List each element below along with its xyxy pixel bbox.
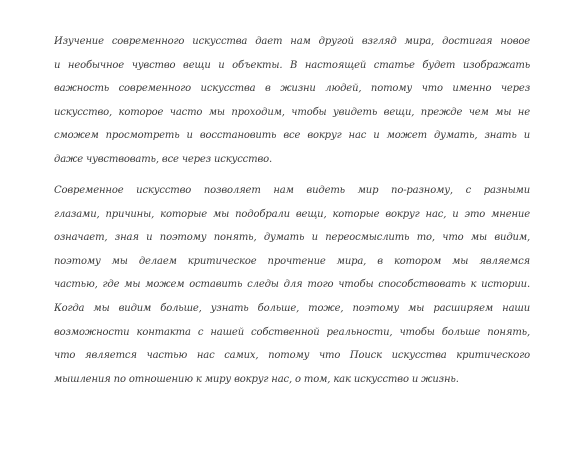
text-line: частью, где мы можем оставить следы для того чтобы способствовать к истории. [54, 279, 530, 291]
text-line: Когда мы видим больше, узнать больше, тоже, поэтому мы расширяем наши [54, 302, 530, 314]
paragraph-1 [54, 30, 530, 172]
text-line: искусство, которое часто мы проходим, чтобы увидеть вещи, прежде чем мы не [54, 106, 530, 118]
text-line: возможности контакта с нашей собственной реальности, чтобы больше понять, [54, 326, 530, 338]
text-line: поэтому мы делаем критическое прочтение мира, в котором мы являемся [54, 255, 530, 267]
text-line: мышления по отношению к миру вокруг нас, о том, как искусство и жизнь. [54, 373, 459, 385]
text-line: Современное искусство позволяет нам видеть мир по-разному, с разными [54, 185, 530, 196]
text-line: что является частью нас самих, потому что Поиск искусства критического [54, 350, 530, 362]
text-line: и необычное чувство вещи и объекты. В настоящей статье будет изображать [54, 59, 530, 71]
text-line: глазами, причины, которые мы подобрали вещи, которые вокруг нас, и это мнение [54, 208, 530, 220]
text-line: Изучение современного искусства дает нам другой взгляд мира, достигая новое [54, 36, 530, 47]
paragraph-2 [54, 179, 530, 391]
text-line: означает, зная и поэтому понять, думать и переосмыслить то, что мы видим, [54, 232, 530, 244]
text-line: даже чувствовать, все через искусство. [54, 153, 273, 165]
text-line: сможем просмотреть и восстановить все вокруг нас и может думать, знать и [54, 130, 530, 142]
text-line: важность современного искусства в жизни людей, потому что именно через [54, 83, 530, 95]
